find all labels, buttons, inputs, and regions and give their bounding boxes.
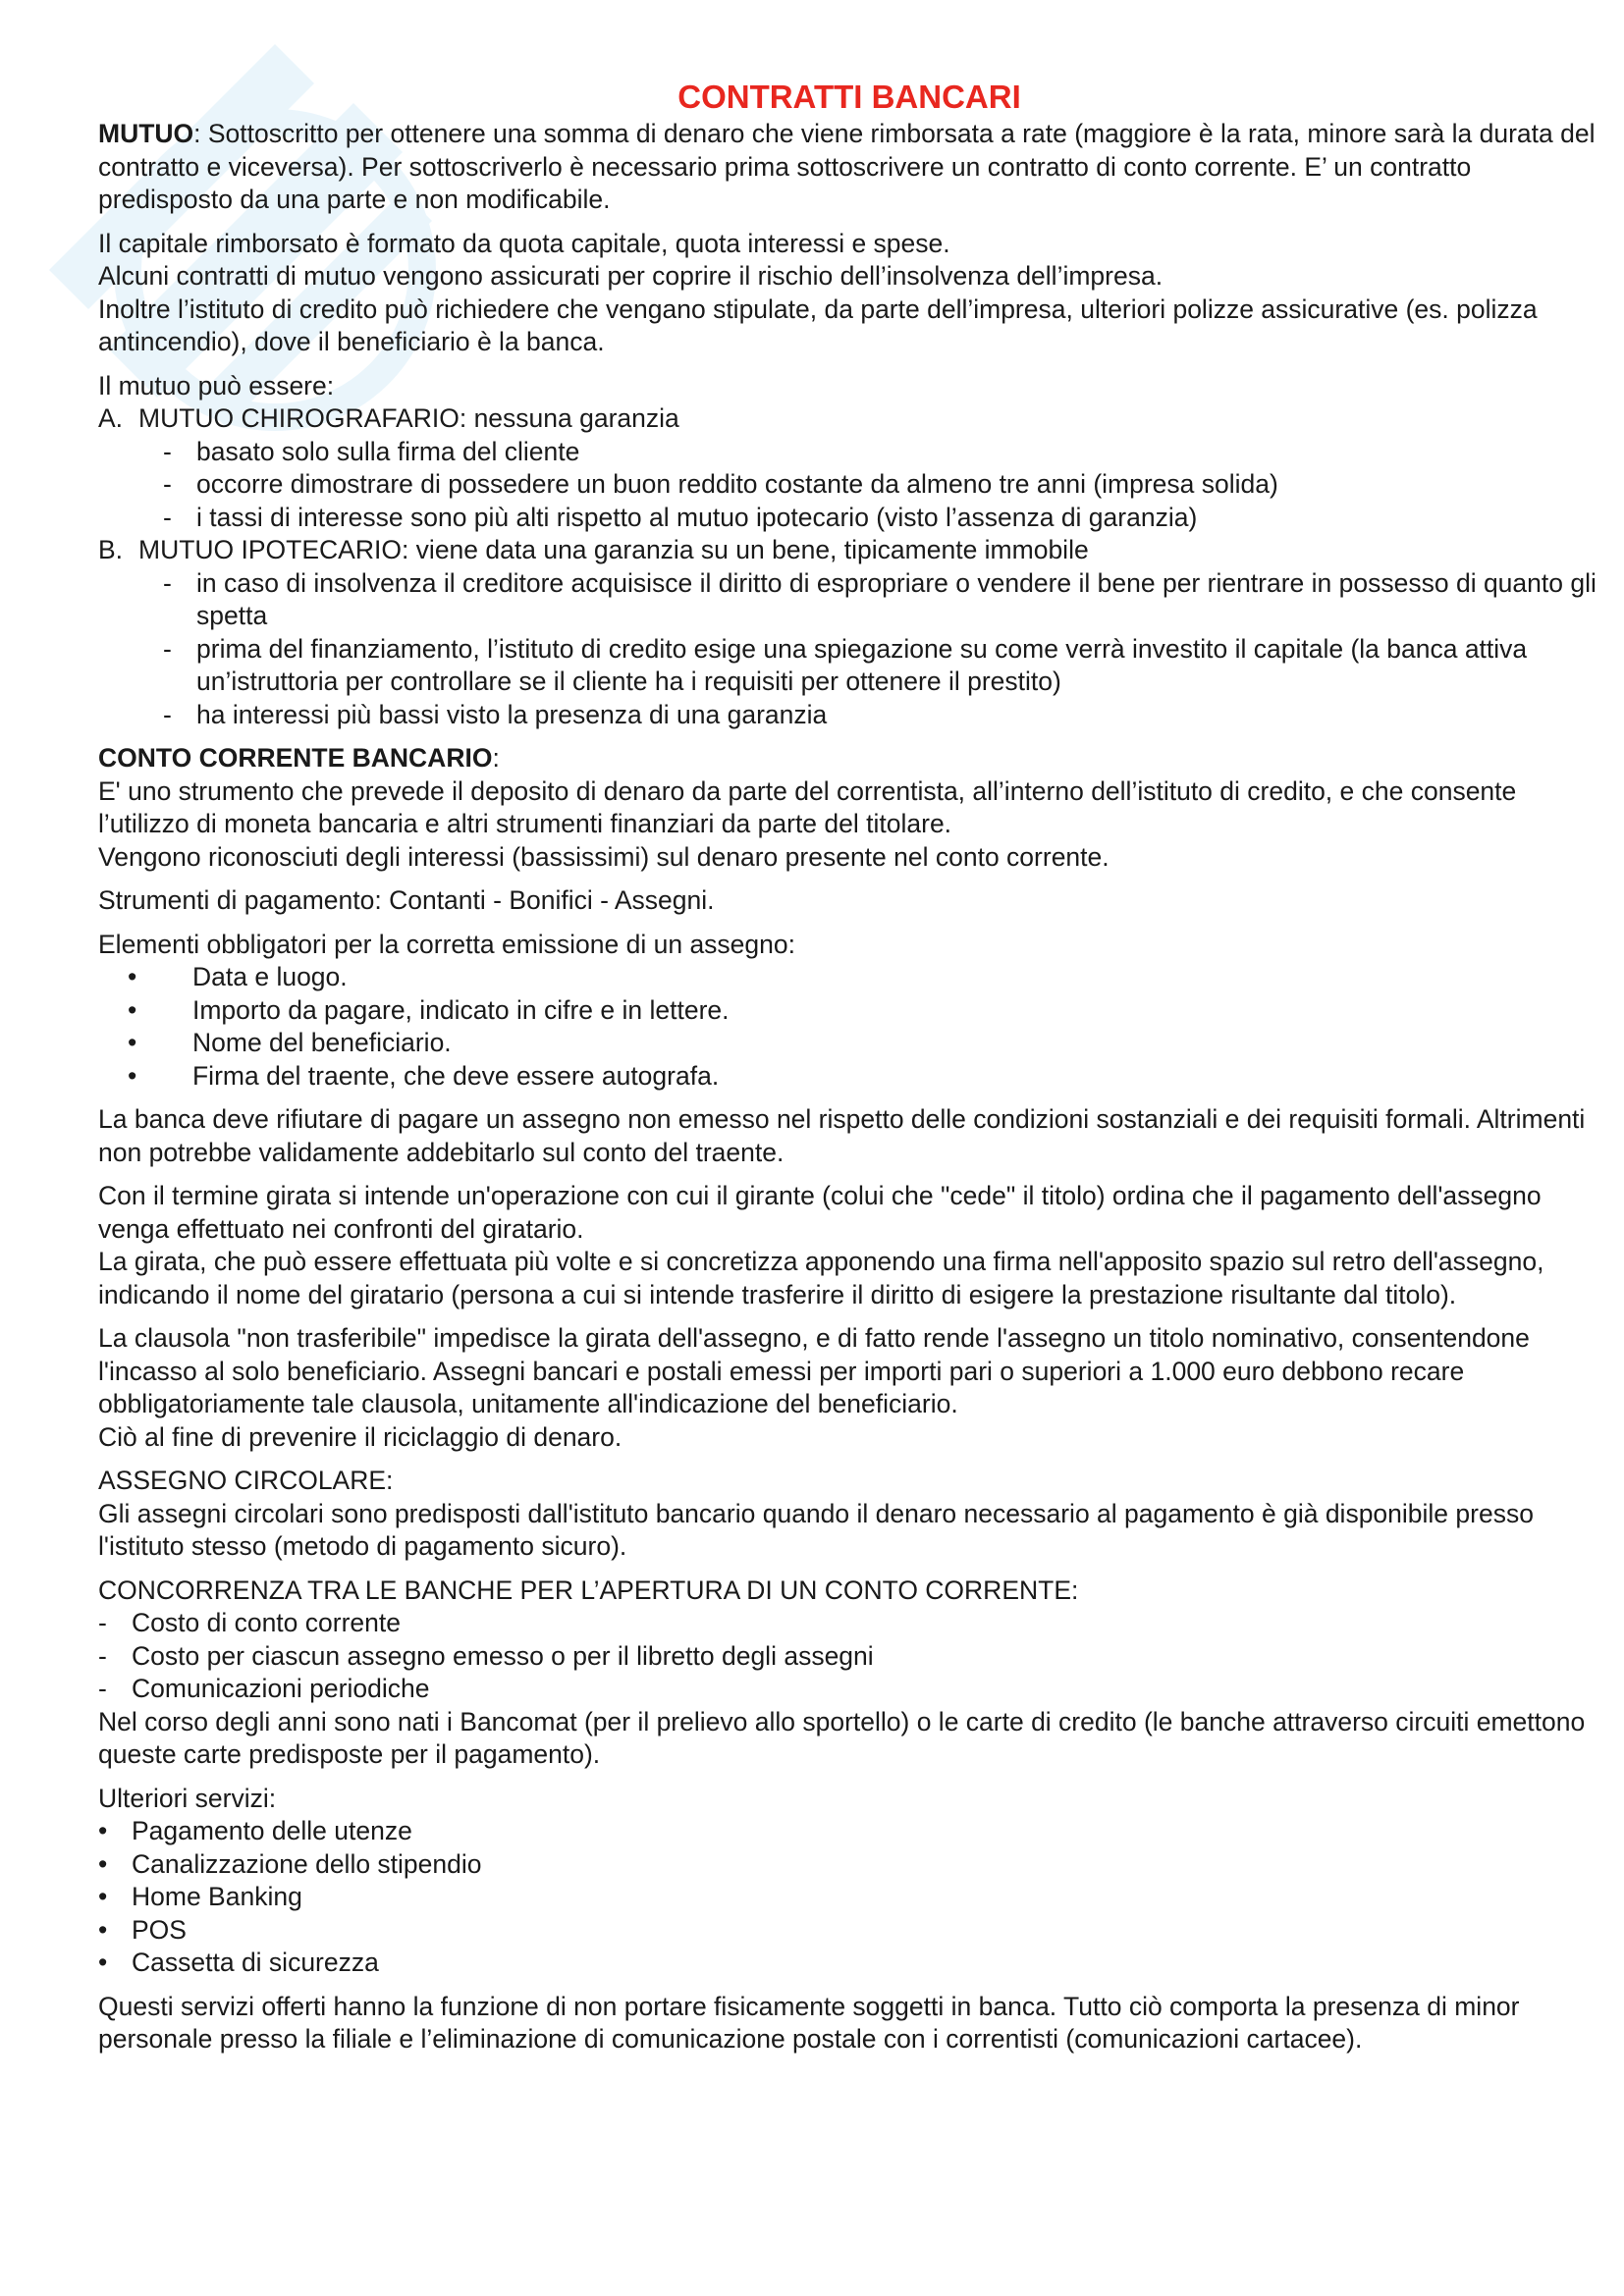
bullet-marker: • (98, 1848, 108, 1879)
girata-line: La girata, che può essere effettuata più volte e si concretizza apponendo una firma nell'apposito spazio sul retro dell'assegno, indicando il nome del giratario (persona a cui si intende trasferire il diritto di esigere la prestazione risultante dal titolo). (98, 1247, 1544, 1309)
list-item-text: basato solo sulla firma del cliente (196, 436, 580, 466)
dash-marker: - (163, 699, 172, 729)
clausola-line: Ciò al fine di prevenire il riciclaggio di denaro. (98, 1421, 623, 1452)
dash-marker: - (98, 1640, 107, 1671)
girata-line: Con il termine girata si intende un'operazione con cui il girante (colui che "cede" il titolo) ordina che il pagamento dell'assegno venga effettuato nei confronti del giratario. (98, 1181, 1542, 1244)
list-item (163, 633, 1600, 699)
dash-marker: - (163, 469, 172, 499)
list-item (98, 1027, 1600, 1060)
list-item-text: Firma del traente, che deve essere autografa. (192, 1060, 720, 1091)
mutuo-types-section (98, 370, 1600, 732)
bancomat-text: Nel corso degli anni sono nati i Bancomat (per il prelievo allo sportello) o le carte di credito (le banche attraverso circuiti emettono queste carte predisposte per il pagamento). (98, 1706, 1586, 1769)
list-item (98, 1848, 1600, 1882)
mutuo-type-heading: MUTUO CHIROGRAFARIO: nessuna garanzia (138, 403, 679, 433)
concorrenza-section (98, 1575, 1600, 1772)
circolare-heading: ASSEGNO CIRCOLARE: (98, 1466, 394, 1495)
list-item (98, 1060, 1600, 1094)
bullet-marker: • (128, 994, 137, 1025)
bullet-marker: • (98, 1914, 108, 1945)
conto-label-suffix: : (492, 743, 500, 773)
conto-desc-line: Vengono riconosciuti degli interessi (bassissimi) sul denaro presente nel conto corrente. (98, 841, 1110, 872)
list-item (98, 961, 1600, 994)
mutuo-type-a (98, 402, 1600, 436)
list-item-text: i tassi di interesse sono più alti rispetto al mutuo ipotecario (visto l’assenza di garanzia) (196, 502, 1198, 532)
list-item-text: Costo di conto corrente (132, 1608, 401, 1637)
list-item (98, 1607, 1600, 1640)
list-letter: B. (98, 535, 124, 564)
mutuo-intro-text: : Sottoscritto per ottenere una somma di denaro che viene rimborsata a rate (maggiore è la rata, minore sarà la durata del contratto e viceversa). Per sottoscriverlo è necessario prima sottoscrivere un contratto di conto corrente. E’ un contratto predisposto da una parte e non modificabile. (98, 119, 1596, 214)
list-item (163, 567, 1600, 633)
list-item (98, 1947, 1600, 1980)
list-item (163, 699, 1600, 732)
list-item (98, 1881, 1600, 1914)
list-item (163, 468, 1600, 502)
list-item-text: Canalizzazione dello stipendio (132, 1848, 482, 1879)
dash-marker: - (98, 1674, 107, 1703)
rifiuto-paragraph: La banca deve rifiutare di pagare un assegno non emesso nel rispetto delle condizioni sostanziali e dei requisiti formali. Altrimenti non potrebbe validamente addebitarlo sul conto del traente. (98, 1104, 1586, 1167)
mutuo-types-intro: Il mutuo può essere: (98, 370, 335, 400)
mutuo-type-heading: MUTUO IPOTECARIO: viene data una garanzia su un bene, tipicamente immobile (138, 535, 1089, 564)
page-title: CONTRATTI BANCARI (677, 79, 1021, 115)
list-item-text: Importo da pagare, indicato in cifre e in lettere. (192, 994, 730, 1025)
conto-label: CONTO CORRENTE BANCARIO (98, 743, 493, 773)
list-item-text: Data e luogo. (192, 962, 348, 991)
concorrenza-heading: CONCORRENZA TRA LE BANCHE PER L’APERTURA DI UN CONTO CORRENTE: (98, 1575, 1079, 1605)
elementi-intro: Elementi obbligatori per la corretta emissione di un assegno: (98, 929, 796, 959)
mutuo-type-b (98, 534, 1600, 567)
concorrenza-list (98, 1607, 1600, 1706)
list-item-text: occorre dimostrare di possedere un buon reddito costante da almeno tre anni (impresa solida) (196, 469, 1278, 499)
list-letter: A. (98, 403, 124, 433)
list-item (163, 436, 1600, 469)
dash-marker: - (163, 567, 172, 598)
strumenti-pagamento: Strumenti di pagamento: Contanti - Bonifici - Assegni. (98, 885, 715, 915)
conto-desc-line: E' uno strumento che prevede il deposito di denaro da parte del correntista, all’interno dell’istituto di credito, e che consente l’utilizzo di moneta bancaria e altri strumenti finanziari da parte del titolare. (98, 775, 1517, 838)
bullet-marker: • (128, 962, 137, 991)
list-item (98, 1673, 1600, 1706)
list-item-text: Comunicazioni periodiche (132, 1674, 430, 1703)
mutuo-type-a-points (163, 436, 1600, 535)
list-item-text: POS (132, 1914, 187, 1945)
list-item-text: Pagamento delle utenze (132, 1816, 412, 1845)
clausola-line: La clausola "non trasferibile" impedisce la girata dell'assegno, e di fatto rende l'assegno un titolo nominativo, consentendone l'incasso al solo beneficiario. Assegni bancari e postali emessi per importi pari o superiori a 1.000 euro debbono recare obbligatoriamente tale clausola, unitamente all'indicazione del beneficiario. (98, 1323, 1530, 1418)
bullet-marker: • (98, 1948, 108, 1977)
list-item-text: Costo per ciascun assegno emesso o per il libretto degli assegni (132, 1640, 874, 1671)
servizi-intro: Ulteriori servizi: (98, 1783, 277, 1813)
servizi-list (98, 1815, 1600, 1980)
mutuo-label: MUTUO (98, 119, 194, 148)
list-item-text: prima del finanziamento, l’istituto di credito esige una spiegazione su come verrà investito il capitale (la banca attiva un’istruttoria per controllare se il cliente ha i requisiti per ottenere il prestito) (196, 633, 1528, 696)
girata-paragraph (98, 1180, 1600, 1311)
mutuo-detail-line: Il capitale rimborsato è formato da quota capitale, quota interessi e spese. (98, 228, 950, 258)
list-item (98, 1914, 1600, 1948)
assegno-circolare (98, 1465, 1600, 1564)
dash-marker: - (163, 436, 172, 466)
bullet-marker: • (98, 1816, 108, 1845)
list-item-text: Cassetta di sicurezza (132, 1948, 379, 1977)
list-item-text: Home Banking (132, 1882, 302, 1911)
list-item-text: in caso di insolvenza il creditore acquisisce il diritto di espropriare o vendere il bene per rientrare in possesso di quanto gli spetta (196, 567, 1597, 630)
conto-heading (98, 742, 1600, 775)
elementi-list (98, 961, 1600, 1093)
mutuo-type-b-points (163, 567, 1600, 732)
list-item (163, 502, 1600, 535)
list-item (98, 1640, 1600, 1674)
bullet-marker: • (128, 1028, 137, 1057)
dash-marker: - (163, 633, 172, 664)
conclusione-paragraph: Questi servizi offerti hanno la funzione di non portare fisicamente soggetti in banca. Tutto ciò comporta la presenza di minor personale presso la filiale e l’eliminazione di comunicazione postale con i correntisti (comunicazioni cartacee). (98, 1991, 1520, 2054)
mutuo-details (98, 228, 1600, 359)
circolare-text: Gli assegni circolari sono predisposti dall'istituto bancario quando il denaro necessario al pagamento è già disponibile presso l'istituto stesso (metodo di pagamento sicuro). (98, 1498, 1534, 1561)
clausola-paragraph (98, 1322, 1600, 1454)
bullet-marker: • (98, 1882, 108, 1911)
mutuo-intro (98, 118, 1600, 217)
list-item-text: ha interessi più bassi visto la presenza di una garanzia (196, 699, 828, 729)
bullet-marker: • (128, 1060, 137, 1091)
mutuo-detail-line: Inoltre l’istituto di credito può richiedere che vengano stipulate, da parte dell’impresa, ulteriori polizze assicurative (es. polizza antincendio), dove il beneficiario è la banca. (98, 294, 1538, 356)
list-item-text: Nome del beneficiario. (192, 1028, 452, 1057)
dash-marker: - (163, 502, 172, 532)
conto-description (98, 775, 1600, 875)
document-content (98, 77, 1600, 2067)
mutuo-detail-line: Alcuni contratti di mutuo vengono assicurati per coprire il rischio dell’insolvenza dell’impresa. (98, 261, 1164, 291)
dash-marker: - (98, 1608, 107, 1637)
list-item (98, 994, 1600, 1028)
list-item (98, 1815, 1600, 1848)
